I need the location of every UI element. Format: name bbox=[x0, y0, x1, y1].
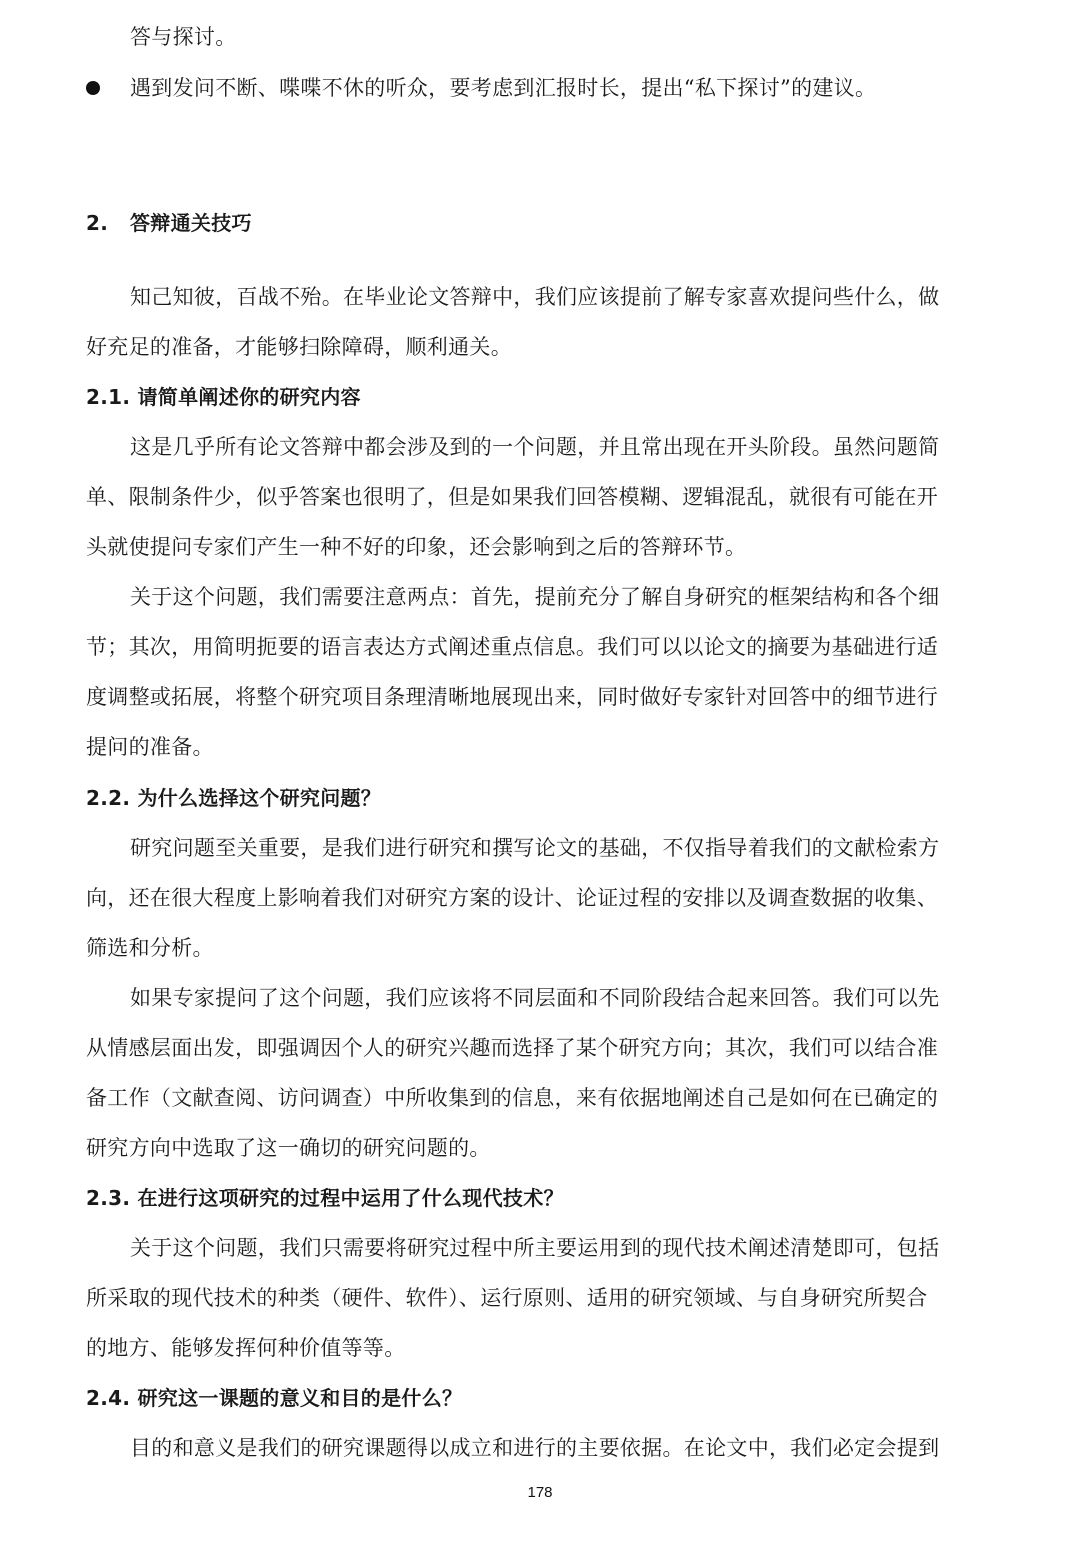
section-number: 2. bbox=[86, 211, 109, 235]
paragraph-line: 所采取的现代技术的种类（硬件、软件）、运行原则、适用的研究领域、与自身研究所契合 bbox=[86, 1286, 928, 1310]
paragraph-line: 从情感层面出发，即强调因个人的研究兴趣而选择了某个研究方向；其次，我们可以结合准 bbox=[86, 1036, 938, 1060]
subsection-heading: 2.3. 在进行这项研究的过程中运用了什么现代技术？ bbox=[86, 1186, 564, 1210]
paragraph-line: 节；其次，用简明扼要的语言表达方式阐述重点信息。我们可以以论文的摘要为基础进行适 bbox=[86, 635, 938, 659]
paragraph-line: 这是几乎所有论文答辩中都会涉及到的一个问题，并且常出现在开头阶段。虽然问题简 bbox=[130, 435, 940, 459]
paragraph-line: 如果专家提问了这个问题，我们应该将不同层面和不同阶段结合起来回答。我们可以先 bbox=[130, 986, 940, 1010]
paragraph-line: 知己知彼，百战不殆。在毕业论文答辩中，我们应该提前了解专家喜欢提问些什么，做 bbox=[130, 285, 940, 309]
section-title: 答辩通关技巧 bbox=[130, 211, 252, 235]
subsection-heading: 2.2. 为什么选择这个研究问题？ bbox=[86, 786, 382, 810]
paragraph-line: 头就使提问专家们产生一种不好的印象，还会影响到之后的答辩环节。 bbox=[86, 535, 747, 559]
paragraph-line: 研究问题至关重要，是我们进行研究和撰写论文的基础，不仅指导着我们的文献检索方 bbox=[130, 836, 940, 860]
paragraph-line: 向，还在很大程度上影响着我们对研究方案的设计、论证过程的安排以及调查数据的收集、 bbox=[86, 886, 938, 910]
subsection-heading: 2.1. 请简单阐述你的研究内容 bbox=[86, 385, 361, 409]
subsection-heading: 2.4. 研究这一课题的意义和目的是什么？ bbox=[86, 1386, 463, 1410]
filled-circle-bullet-icon bbox=[86, 81, 100, 95]
paragraph-line: 备工作（文献查阅、访问调查）中所收集到的信息，来有依据地阐述自己是如何在已确定的 bbox=[86, 1086, 938, 1110]
bullet-text: 遇到发问不断、喋喋不休的听众，要考虑到汇报时长，提出“私下探讨”的建议。 bbox=[130, 76, 877, 100]
paragraph-line: 单、限制条件少，似乎答案也很明了，但是如果我们回答模糊、逻辑混乱，就很有可能在开 bbox=[86, 485, 938, 509]
paragraph-line: 的地方、能够发挥何种价值等等。 bbox=[86, 1336, 406, 1360]
paragraph-line: 度调整或拓展，将整个研究项目条理清晰地展现出来，同时做好专家针对回答中的细节进行 bbox=[86, 685, 938, 709]
paragraph-line: 研究方向中选取了这一确切的研究问题的。 bbox=[86, 1136, 491, 1160]
continuation-text: 答与探讨。 bbox=[130, 25, 237, 49]
paragraph-line: 关于这个问题，我们只需要将研究过程中所主要运用到的现代技术阐述清楚即可，包括 bbox=[130, 1236, 940, 1260]
paragraph-line: 筛选和分析。 bbox=[86, 936, 214, 960]
paragraph-line: 好充足的准备，才能够扫除障碍，顺利通关。 bbox=[86, 335, 512, 359]
section-heading bbox=[86, 208, 986, 238]
paragraph-line: 目的和意义是我们的研究课题得以成立和进行的主要依据。在论文中，我们必定会提到 bbox=[130, 1436, 940, 1460]
paragraph-line: 提问的准备。 bbox=[86, 735, 214, 759]
page-number: 178 bbox=[527, 1484, 553, 1501]
paragraph-line: 关于这个问题，我们需要注意两点：首先，提前充分了解自身研究的框架结构和各个细 bbox=[130, 585, 940, 609]
